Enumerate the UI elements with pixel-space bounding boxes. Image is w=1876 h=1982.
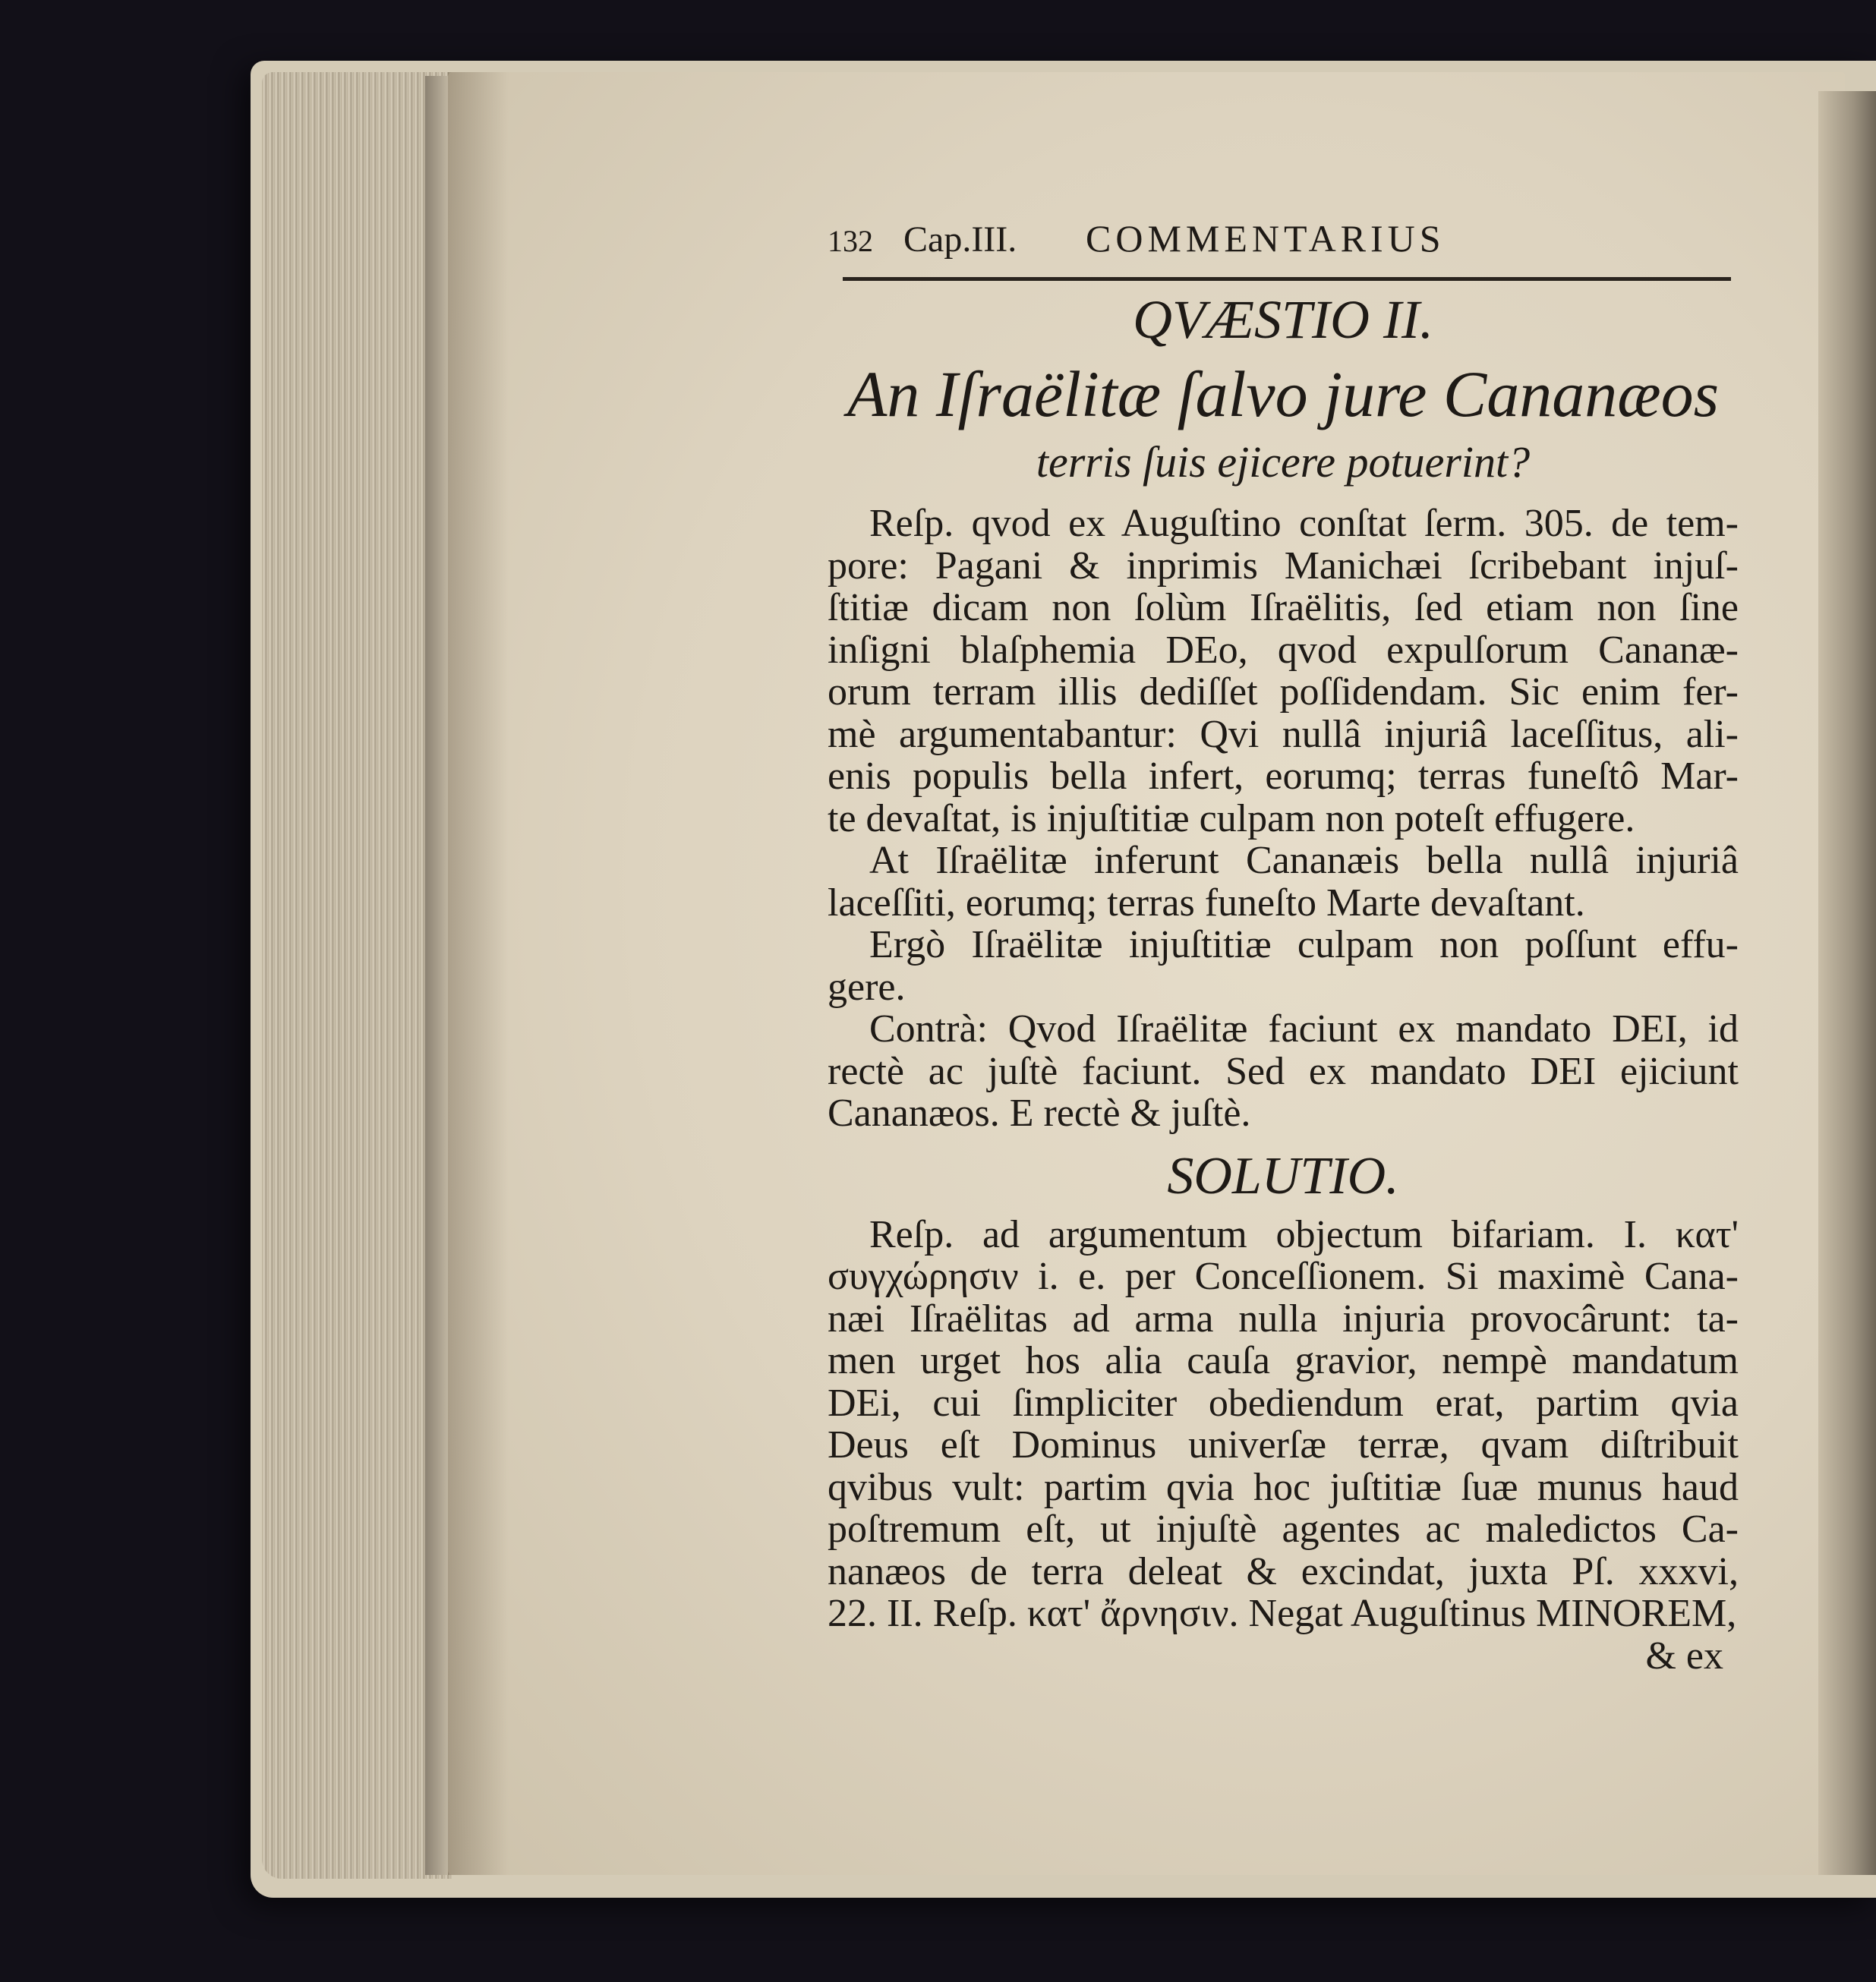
paragraph-conclusion bbox=[828, 924, 1739, 1008]
text-line: orum terram illis dediſſet poſſidendam. Sic enim fer- bbox=[828, 670, 1739, 714]
text-line: enis populis bella infert, eorumq; terras funeſtô Mar- bbox=[828, 755, 1739, 798]
text-line: Ergò Iſraëlitæ injuſtitiæ culpam non poſſunt effu- bbox=[869, 923, 1739, 966]
text-line: mè argumentabantur: Qvi nullâ injuriâ laceſſitus, ali- bbox=[828, 712, 1739, 756]
text-line: DEi, cui ſimpliciter obediendum erat, partim qvia bbox=[828, 1381, 1739, 1425]
page-number: 132 bbox=[828, 224, 873, 258]
text-line: qvibus vult: partim qvia hoc juſtitiæ ſuæ munus haud bbox=[828, 1465, 1739, 1509]
running-title: COMMENTARIUS bbox=[1086, 217, 1446, 260]
catchword: & ex bbox=[1645, 1634, 1723, 1678]
chapter-label: Cap.III. bbox=[903, 219, 1017, 260]
solutio-heading: SOLUTIO. bbox=[1167, 1146, 1399, 1205]
text-line: pore: Pagani & inprimis Manichæi ſcribebant injuſ- bbox=[828, 544, 1739, 588]
text-line: gere. bbox=[828, 965, 906, 1009]
text-line: Reſp. ad argumentum objectum bifariam. I. κατ' bbox=[869, 1212, 1739, 1256]
page-text bbox=[828, 216, 1739, 1678]
text-line: men urget hos alia cauſa gravior, nempè mandatum bbox=[828, 1339, 1739, 1382]
running-header bbox=[828, 216, 1739, 269]
paragraph-objection bbox=[828, 503, 1739, 840]
text-line: nanæos de terra deleat & excindat, juxta Pſ. xxxvi, bbox=[828, 1549, 1739, 1593]
paragraph-solutio bbox=[828, 1214, 1739, 1635]
question-title-line2: terris ſuis ejicere potuerint? bbox=[1036, 437, 1531, 487]
text-line: Contrà: Qvod Iſraëlitæ faciunt ex mandato DEI, id bbox=[869, 1007, 1739, 1051]
text-line: 22. II. Reſp. κατ' ἄρνησιν. Negat Auguſtinus MINOREM, bbox=[828, 1592, 1737, 1635]
text-line: Cananæos. E rectè & juſtè. bbox=[828, 1092, 1251, 1135]
text-line: næi Iſraëlitas ad arma nulla injuria provocârunt: ta- bbox=[828, 1297, 1739, 1341]
gutter-shadow bbox=[448, 72, 509, 1875]
text-line: rectè ac juſtè faciunt. Sed ex mandato DEI ejiciunt bbox=[828, 1049, 1739, 1093]
text-line: laceſſiti, eorumq; terras funeſto Marte devaſtant. bbox=[828, 881, 1585, 925]
facing-page-fold bbox=[1818, 91, 1876, 1875]
paragraph-contra bbox=[828, 1008, 1739, 1135]
text-line: συγχώρησιν i. e. per Conceſſionem. Si maximè Cana- bbox=[828, 1255, 1739, 1298]
page-edges bbox=[262, 72, 452, 1879]
text-line: te devaſtat, is injuſtitiæ culpam non poteſt effugere. bbox=[828, 796, 1635, 840]
question-title-line1: An Iſraëlitæ ſalvo jure Cananæos bbox=[847, 358, 1720, 430]
text-line: Deus eſt Dominus univerſæ terræ, qvam diſtribuit bbox=[828, 1423, 1739, 1467]
question-number: QVÆSTIO II. bbox=[1133, 289, 1433, 350]
text-line: ſtitiæ dicam non ſolùm Iſraëlitis, ſed etiam non ſine bbox=[828, 586, 1739, 629]
paragraph-minor bbox=[828, 840, 1739, 924]
text-line: inſigni blaſphemia DEo, qvod expulſorum Cananæ- bbox=[828, 628, 1739, 672]
text-line: Reſp. qvod ex Auguſtino conſtat ſerm. 305. de tem- bbox=[869, 502, 1739, 545]
text-line: At Iſraëlitæ inferunt Cananæis bella nullâ injuriâ bbox=[869, 839, 1739, 882]
header-rule bbox=[843, 277, 1731, 281]
page-edge-shadow bbox=[425, 76, 448, 1875]
text-line: poſtremum eſt, ut injuſtè agentes ac maledictos Ca- bbox=[828, 1508, 1739, 1551]
